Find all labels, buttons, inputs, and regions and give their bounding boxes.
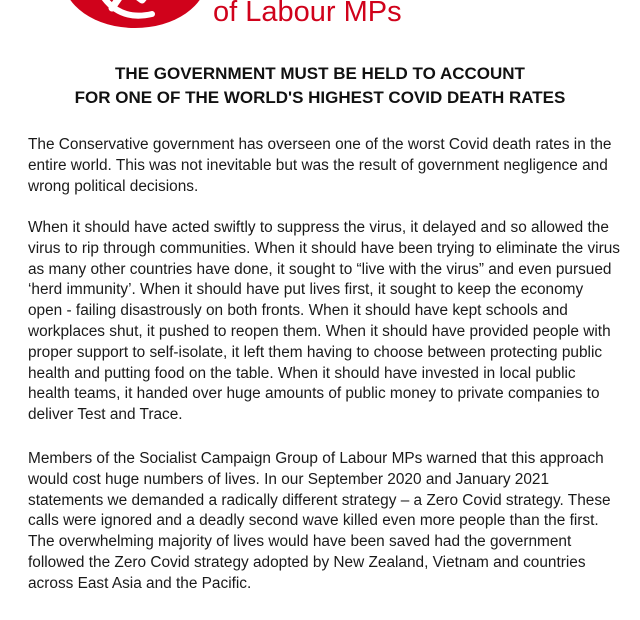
page-title-line-2: FOR ONE OF THE WORLD'S HIGHEST COVID DEATH RATES — [74, 88, 566, 107]
paragraph-3: Members of the Socialist Campaign Group of Labour MPs warned that this approach would cost huge numbers of lives. In our September 2020 and January 2021 statements we demanded a radically different strategy – a Zero Covid strategy. These calls were ignored and a deadly second wave killed even more people than the first. The overwhelming majority of lives would have been saved had the government followed the Zero Covid strategy adopted by New Zealand, Vietnam and countries across East Asia and the Pacific. — [28, 450, 611, 592]
paragraph-1: The Conservative government has overseen one of the worst Covid death rates in the entire world. This was not inevitable but was the result of government negligence and wrong political decisions. — [28, 136, 612, 195]
page-title-line-1: THE GOVERNMENT MUST BE HELD TO ACCOUNT — [115, 64, 525, 83]
red-rose-heart-logo-icon — [60, 0, 210, 30]
paragraph-2: When it should have acted swiftly to suppress the virus, it delayed and so allowed the virus to rip through communities. When it should have been trying to eliminate the virus as many other countries have done, it sought to “live with the virus” and even pursued ‘herd immunity’. When it should have put lives first, it sought to keep the economy open - failing disastrously on both fronts. When it should have kept schools and workplaces shut, it pushed to reopen them. When it should have provided people with proper support to self-isolate, it left them having to choose between protecting public health and putting food on the table. When it should have invested in local public health teams, it handed over huge amounts of public money to private companies to deliver Test and Trace. — [28, 219, 620, 424]
org-name: of Labour MPs — [213, 0, 402, 28]
page-title — [0, 62, 640, 110]
